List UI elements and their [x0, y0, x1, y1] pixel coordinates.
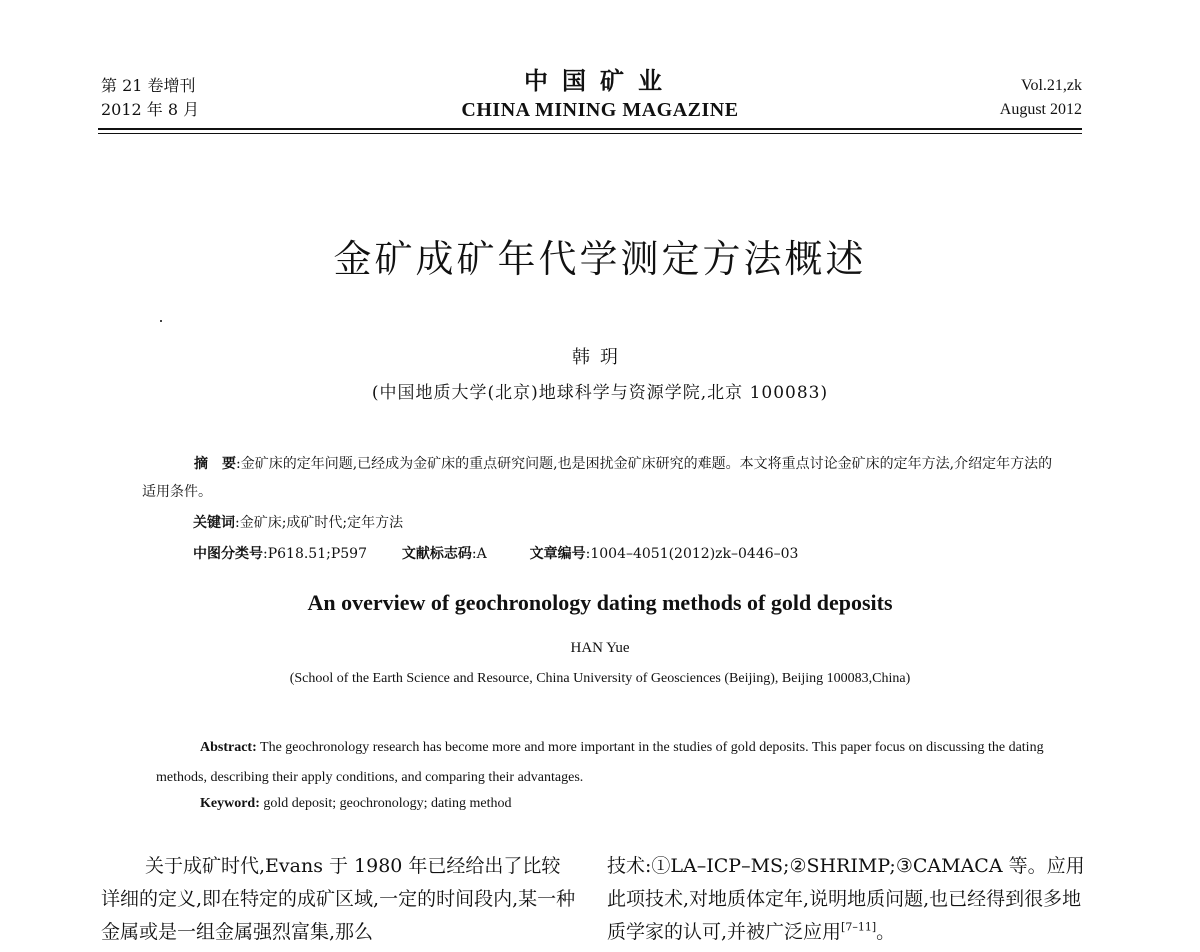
keywords-cn-text: :金矿床;成矿时代;定年方法: [235, 515, 404, 531]
publication-date-cn: 2012 年 8 月: [101, 100, 200, 119]
abstract-en-label: Abstract:: [200, 740, 257, 755]
article-number-label: 文章编号: [529, 546, 586, 562]
body-right-text: 技术:①LA–ICP–MS;②SHRIMP;③CAMACA 等。应用此项技术,对地质体定年,说明地质问题,也已经得到很多地质学家的认可,并被广泛应用: [607, 855, 1085, 943]
abstract-cn: [142, 450, 1062, 506]
abstract-en-text: The geochronology research has become more and more important in the studies of gold deposits. This paper focus on discussing the dating methods, describing their apply conditions, and comparing their advantages.: [156, 740, 1044, 785]
author-cn: 韩玥: [572, 347, 628, 368]
scan-speck: [160, 320, 162, 322]
journal-name-en: CHINA MINING MAGAZINE: [461, 99, 739, 121]
body-column-left: [101, 850, 577, 949]
body-left-text: 关于成矿时代,Evans 于 1980 年已经给出了比较详细的定义,即在特定的成矿区域,一定的时间段内,某一种金属或是一组金属强烈富集,那么: [101, 855, 576, 943]
abstract-cn-label: 摘 要: [194, 456, 236, 472]
body-column-right: [607, 850, 1095, 949]
body-right-end: 。: [876, 921, 896, 943]
clc-value: :P618.51;P597: [263, 546, 367, 562]
abstract-en: [156, 733, 1056, 793]
article-number-value: :1004–4051(2012)zk–0446–03: [585, 546, 799, 562]
keywords-en-label: Keyword:: [200, 796, 260, 811]
publication-date-en: August 2012: [999, 101, 1082, 118]
clc-label: 中图分类号: [193, 546, 263, 562]
author-en: HAN Yue: [570, 640, 630, 656]
affiliation-cn: (中国地质大学(北京)地球科学与资源学院,北京 100083): [371, 383, 829, 403]
journal-name-cn: 中国矿业: [524, 67, 676, 95]
citation-ref: [7–11]: [841, 920, 877, 934]
doc-code-label: 文献标志码: [401, 546, 472, 562]
header-rule-thick: [98, 128, 1082, 130]
keywords-en-text: gold deposit; geochronology; dating method: [259, 796, 512, 811]
keywords-cn: [193, 511, 403, 535]
classification-line: [193, 542, 798, 566]
doc-code-value: :A: [471, 546, 487, 562]
abstract-cn-text: :金矿床的定年问题,已经成为金矿床的重点研究问题,也是困扰金矿床研究的难题。本文将重点讨论金矿床的定年方法,介绍定年方法的适用条件。: [142, 456, 1053, 500]
article-title-cn: 金矿成矿年代学测定方法概述: [333, 237, 867, 281]
volume-en: Vol.21,zk: [1020, 77, 1082, 94]
header-right: [1000, 74, 1082, 122]
keywords-cn-label: 关键词: [193, 515, 235, 531]
header-rule-thin: [98, 133, 1082, 134]
keywords-en: [200, 796, 511, 812]
volume-issue: 第 21 卷增刊: [101, 76, 196, 95]
article-title-en: An overview of geochronology dating methods of gold deposits: [307, 590, 893, 615]
affiliation-en: (School of the Earth Science and Resource, China University of Geosciences (Beijing), Beijing 100083,China): [289, 671, 911, 686]
